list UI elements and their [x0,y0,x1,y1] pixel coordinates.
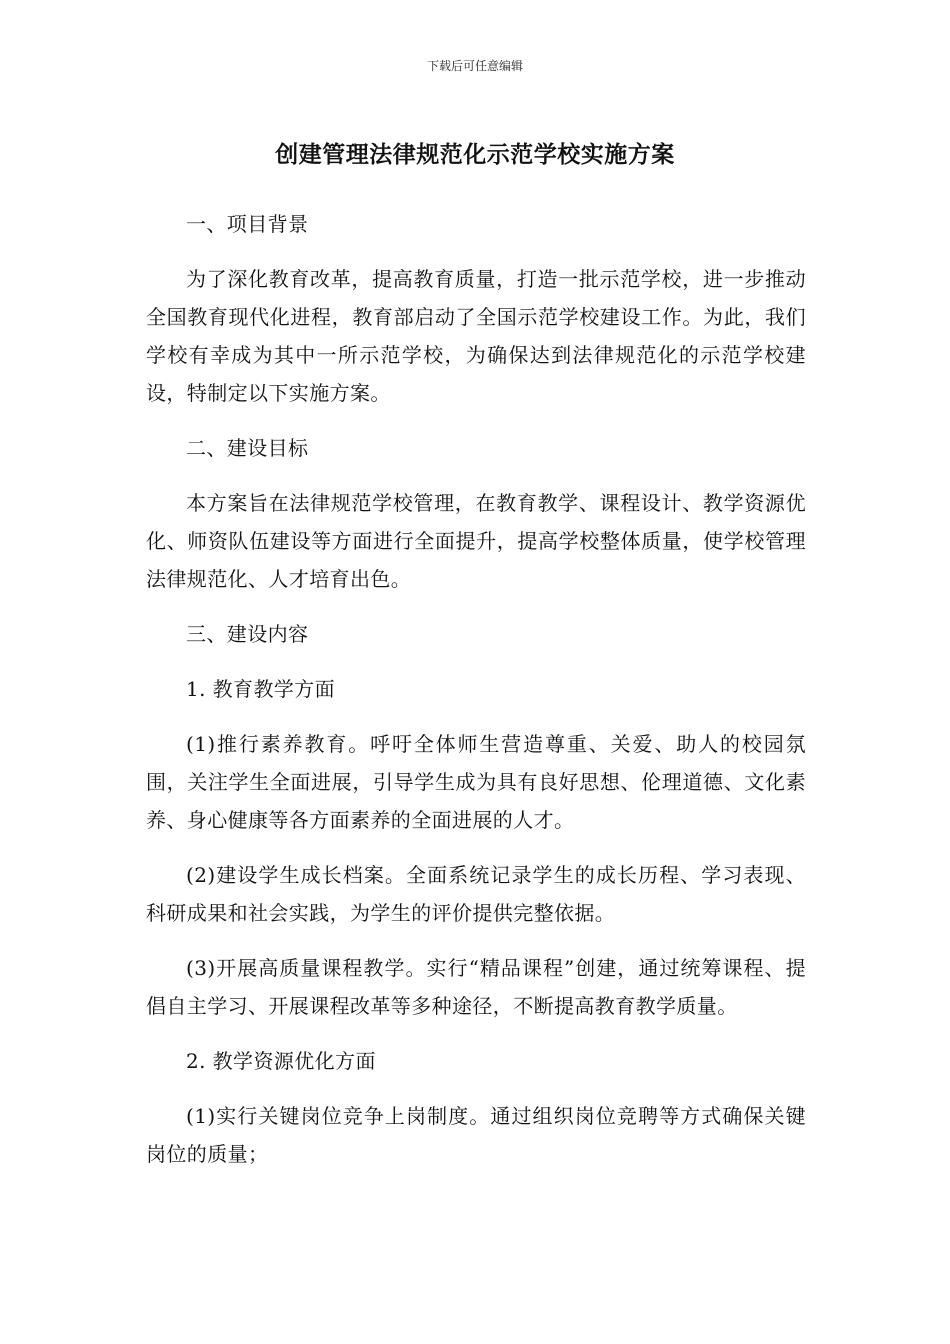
header-note: 下载后可任意编辑 [426,59,523,73]
teaching-item-2: (2)建设学生成长档案。全面系统记录学生的成长历程、学习表现、科研成果和社会实践，为学生的评价提供完整依据。 [146,863,806,925]
goals-paragraph: 本方案旨在法律规范学校管理，在教育教学、课程设计、教学资源优化、师资队伍建设等方面进行全面提升，提高学校整体质量，使学校管理法律规范化、人才培育出色。 [146,491,806,591]
teaching-item-1: (1)推行素养教育。呼吁全体师生营造尊重、关爱、助人的校园氛围，关注学生全面进展，引导学生成为具有良好思想、伦理道德、文化素养、身心健康等各方面素养的全面进展的人才。 [146,732,806,832]
section-heading-background: 一、项目背景 [186,212,309,236]
subsection-heading-resources: 2. 教学资源优化方面 [186,1049,376,1073]
background-paragraph: 为了深化教育改革，提高教育质量，打造一批示范学校，进一步推动全国教育现代化进程，教育部启动了全国示范学校建设工作。为此，我们学校有幸成为其中一所示范学校，为确保达到法律规范化的示范学校建设，特制定以下实施方案。 [146,267,806,405]
document-body [146,205,806,1190]
section-heading-goals: 二、建设目标 [186,436,309,460]
document-title: 创建管理法律规范化示范学校实施方案 [275,142,675,168]
subsection-heading-teaching: 1. 教育教学方面 [186,677,336,701]
teaching-item-3: (3)开展高质量课程教学。实行“精品课程”创建，通过统筹课程、提倡自主学习、开展课程改革等多种途径，不断提高教育教学质量。 [146,956,806,1018]
resources-item-1: (1)实行关键岗位竞争上岗制度。通过组织岗位竞聘等方式确保关键岗位的质量； [146,1104,806,1166]
section-heading-content: 三、建设内容 [186,622,309,646]
